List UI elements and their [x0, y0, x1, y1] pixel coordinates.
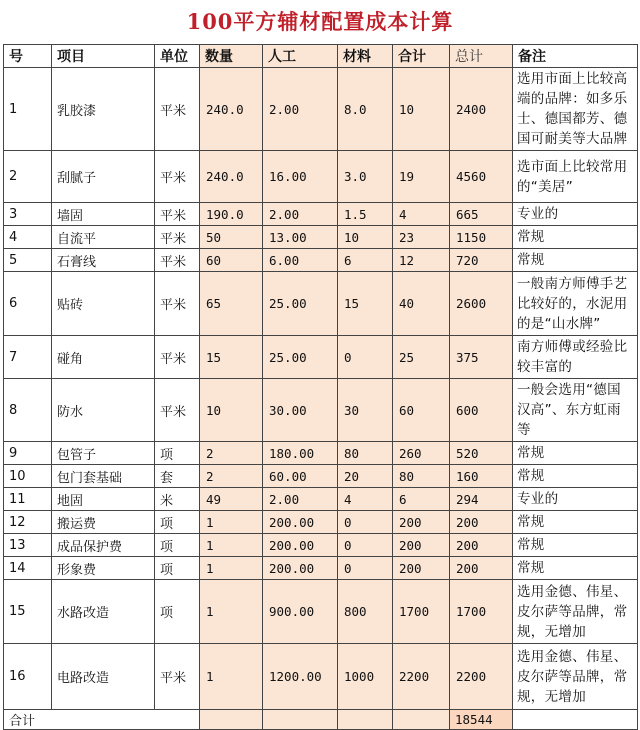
- cell-note: 选用金德、伟星、皮尔萨等品牌，常规，无增加: [513, 644, 638, 710]
- cell-unit: 平米: [155, 226, 200, 249]
- cell-labor: 200.00: [263, 557, 338, 580]
- footer-empty: [393, 710, 450, 730]
- col-header-item: 项目: [52, 45, 155, 68]
- cell-subtotal: 19: [393, 151, 450, 203]
- cell-item: 成品保护费: [52, 534, 155, 557]
- cell-item: 石膏线: [52, 249, 155, 272]
- cell-item: 自流平: [52, 226, 155, 249]
- cell-qty: 10: [200, 379, 263, 442]
- table-row: [4, 488, 638, 511]
- footer-row: [4, 710, 638, 730]
- cell-item: 刮腻子: [52, 151, 155, 203]
- cell-unit: 平米: [155, 151, 200, 203]
- cell-labor: 25.00: [263, 336, 338, 379]
- cell-total: 2600: [450, 272, 513, 336]
- cell-qty: 60: [200, 249, 263, 272]
- cell-no: 16: [4, 644, 52, 710]
- cell-qty: 1: [200, 644, 263, 710]
- cell-item: 防水: [52, 379, 155, 442]
- cell-qty: 2: [200, 442, 263, 465]
- cell-qty: 240.0: [200, 68, 263, 151]
- cell-qty: 2: [200, 465, 263, 488]
- footer-label: 合计: [4, 710, 200, 730]
- cell-no: 3: [4, 203, 52, 226]
- header-row: [4, 45, 638, 68]
- cell-note: 专业的: [513, 203, 638, 226]
- cell-no: 12: [4, 511, 52, 534]
- cell-qty: 1: [200, 557, 263, 580]
- cell-qty: 240.0: [200, 151, 263, 203]
- cell-labor: 900.00: [263, 580, 338, 644]
- cell-total: 4560: [450, 151, 513, 203]
- cell-material: 20: [338, 465, 393, 488]
- cell-labor: 13.00: [263, 226, 338, 249]
- cell-item: 乳胶漆: [52, 68, 155, 151]
- footer-empty: [338, 710, 393, 730]
- col-header-no: 号: [4, 45, 52, 68]
- cell-subtotal: 60: [393, 379, 450, 442]
- cell-no: 2: [4, 151, 52, 203]
- cell-no: 8: [4, 379, 52, 442]
- cell-note: 一般南方师傅手艺比较好的，水泥用的是“山水牌”: [513, 272, 638, 336]
- table-row: [4, 442, 638, 465]
- cell-no: 4: [4, 226, 52, 249]
- cell-unit: 平米: [155, 203, 200, 226]
- cell-total: 2400: [450, 68, 513, 151]
- cell-labor: 2.00: [263, 203, 338, 226]
- col-header-qty: 数量: [200, 45, 263, 68]
- cell-note: 常规: [513, 465, 638, 488]
- footer-empty: [513, 710, 638, 730]
- cell-qty: 190.0: [200, 203, 263, 226]
- cell-unit: 项: [155, 580, 200, 644]
- cell-subtotal: 200: [393, 534, 450, 557]
- table-row: [4, 151, 638, 203]
- cell-subtotal: 2200: [393, 644, 450, 710]
- table-row: [4, 511, 638, 534]
- cell-labor: 2.00: [263, 68, 338, 151]
- cell-no: 14: [4, 557, 52, 580]
- cell-qty: 50: [200, 226, 263, 249]
- cell-unit: 项: [155, 557, 200, 580]
- cell-item: 墙固: [52, 203, 155, 226]
- col-header-material: 材料: [338, 45, 393, 68]
- cell-item: 贴砖: [52, 272, 155, 336]
- cell-material: 0: [338, 511, 393, 534]
- table-row: [4, 203, 638, 226]
- cell-item: 搬运费: [52, 511, 155, 534]
- cell-qty: 1: [200, 534, 263, 557]
- grand-total-value: 18544: [450, 710, 513, 730]
- cell-unit: 平米: [155, 272, 200, 336]
- cell-qty: 65: [200, 272, 263, 336]
- cell-total: 520: [450, 442, 513, 465]
- table-row: [4, 336, 638, 379]
- cell-no: 10: [4, 465, 52, 488]
- cell-labor: 2.00: [263, 488, 338, 511]
- cell-material: 6: [338, 249, 393, 272]
- cell-no: 1: [4, 68, 52, 151]
- cell-note: 常规: [513, 442, 638, 465]
- cell-labor: 60.00: [263, 465, 338, 488]
- col-header-total: 总计: [450, 45, 513, 68]
- cell-qty: 49: [200, 488, 263, 511]
- cell-unit: 平米: [155, 249, 200, 272]
- cell-total: 200: [450, 557, 513, 580]
- cell-subtotal: 4: [393, 203, 450, 226]
- cell-labor: 6.00: [263, 249, 338, 272]
- cell-note: 选用金德、伟星、皮尔萨等品牌，常规，无增加: [513, 580, 638, 644]
- cell-material: 1000: [338, 644, 393, 710]
- cell-item: 碰角: [52, 336, 155, 379]
- cell-no: 7: [4, 336, 52, 379]
- cell-qty: 15: [200, 336, 263, 379]
- cell-material: 3.0: [338, 151, 393, 203]
- cell-total: 294: [450, 488, 513, 511]
- table-row: [4, 557, 638, 580]
- cell-subtotal: 200: [393, 557, 450, 580]
- cell-item: 形象费: [52, 557, 155, 580]
- cell-total: 1700: [450, 580, 513, 644]
- table-row: [4, 379, 638, 442]
- cell-subtotal: 1700: [393, 580, 450, 644]
- col-header-unit: 单位: [155, 45, 200, 68]
- cell-material: 0: [338, 336, 393, 379]
- cell-total: 2200: [450, 644, 513, 710]
- cell-subtotal: 6: [393, 488, 450, 511]
- cell-unit: 平米: [155, 379, 200, 442]
- cell-total: 375: [450, 336, 513, 379]
- cell-unit: 项: [155, 442, 200, 465]
- cell-unit: 平米: [155, 68, 200, 151]
- cell-total: 1150: [450, 226, 513, 249]
- cell-note: 常规: [513, 226, 638, 249]
- cell-subtotal: 25: [393, 336, 450, 379]
- cell-no: 6: [4, 272, 52, 336]
- cell-subtotal: 40: [393, 272, 450, 336]
- cell-unit: 项: [155, 511, 200, 534]
- cell-qty: 1: [200, 580, 263, 644]
- cell-material: 15: [338, 272, 393, 336]
- cell-no: 15: [4, 580, 52, 644]
- cell-item: 水路改造: [52, 580, 155, 644]
- cell-subtotal: 12: [393, 249, 450, 272]
- cell-item: 包门套基础: [52, 465, 155, 488]
- cell-qty: 1: [200, 511, 263, 534]
- cell-subtotal: 80: [393, 465, 450, 488]
- cell-material: 0: [338, 557, 393, 580]
- cell-total: 720: [450, 249, 513, 272]
- cell-unit: 项: [155, 534, 200, 557]
- cell-labor: 200.00: [263, 534, 338, 557]
- col-header-subtotal: 合计: [393, 45, 450, 68]
- cell-material: 80: [338, 442, 393, 465]
- cell-note: 常规: [513, 511, 638, 534]
- table-row: [4, 644, 638, 710]
- cell-subtotal: 200: [393, 511, 450, 534]
- cell-total: 600: [450, 379, 513, 442]
- cell-material: 8.0: [338, 68, 393, 151]
- cell-subtotal: 10: [393, 68, 450, 151]
- cell-total: 160: [450, 465, 513, 488]
- cell-no: 13: [4, 534, 52, 557]
- cell-labor: 180.00: [263, 442, 338, 465]
- cell-material: 30: [338, 379, 393, 442]
- cell-total: 200: [450, 534, 513, 557]
- table-row: [4, 249, 638, 272]
- cell-note: 常规: [513, 249, 638, 272]
- footer-empty: [200, 710, 263, 730]
- cell-note: 选用市面上比较高端的品牌：如多乐士、德国都芳、德国可耐美等大品牌: [513, 68, 638, 151]
- cell-no: 5: [4, 249, 52, 272]
- cell-total: 200: [450, 511, 513, 534]
- page-title: 100平方辅材配置成本计算: [186, 9, 454, 34]
- cell-material: 10: [338, 226, 393, 249]
- cell-total: 665: [450, 203, 513, 226]
- cost-table: [3, 44, 638, 730]
- cell-labor: 16.00: [263, 151, 338, 203]
- table-row: [4, 465, 638, 488]
- table-row: [4, 534, 638, 557]
- table-row: [4, 580, 638, 644]
- cell-note: 一般会选用“德国汉高”、东方虹雨等: [513, 379, 638, 442]
- cell-labor: 1200.00: [263, 644, 338, 710]
- cell-material: 0: [338, 534, 393, 557]
- cell-note: 专业的: [513, 488, 638, 511]
- cell-unit: 平米: [155, 336, 200, 379]
- cell-item: 地固: [52, 488, 155, 511]
- cell-subtotal: 23: [393, 226, 450, 249]
- cell-labor: 200.00: [263, 511, 338, 534]
- cell-no: 11: [4, 488, 52, 511]
- table-row: [4, 226, 638, 249]
- cell-item: 包管子: [52, 442, 155, 465]
- cell-material: 800: [338, 580, 393, 644]
- cell-note: 常规: [513, 557, 638, 580]
- cell-unit: 米: [155, 488, 200, 511]
- cell-subtotal: 260: [393, 442, 450, 465]
- col-header-note: 备注: [513, 45, 638, 68]
- table-row: [4, 272, 638, 336]
- cell-material: 1.5: [338, 203, 393, 226]
- cell-material: 4: [338, 488, 393, 511]
- cell-note: 常规: [513, 534, 638, 557]
- col-header-labor: 人工: [263, 45, 338, 68]
- cell-unit: 套: [155, 465, 200, 488]
- cell-labor: 30.00: [263, 379, 338, 442]
- cell-note: 选市面上比较常用的“美居”: [513, 151, 638, 203]
- footer-empty: [263, 710, 338, 730]
- cell-no: 9: [4, 442, 52, 465]
- cell-unit: 平米: [155, 644, 200, 710]
- table-row: [4, 68, 638, 151]
- cell-labor: 25.00: [263, 272, 338, 336]
- cell-item: 电路改造: [52, 644, 155, 710]
- cell-note: 南方师傅或经验比较丰富的: [513, 336, 638, 379]
